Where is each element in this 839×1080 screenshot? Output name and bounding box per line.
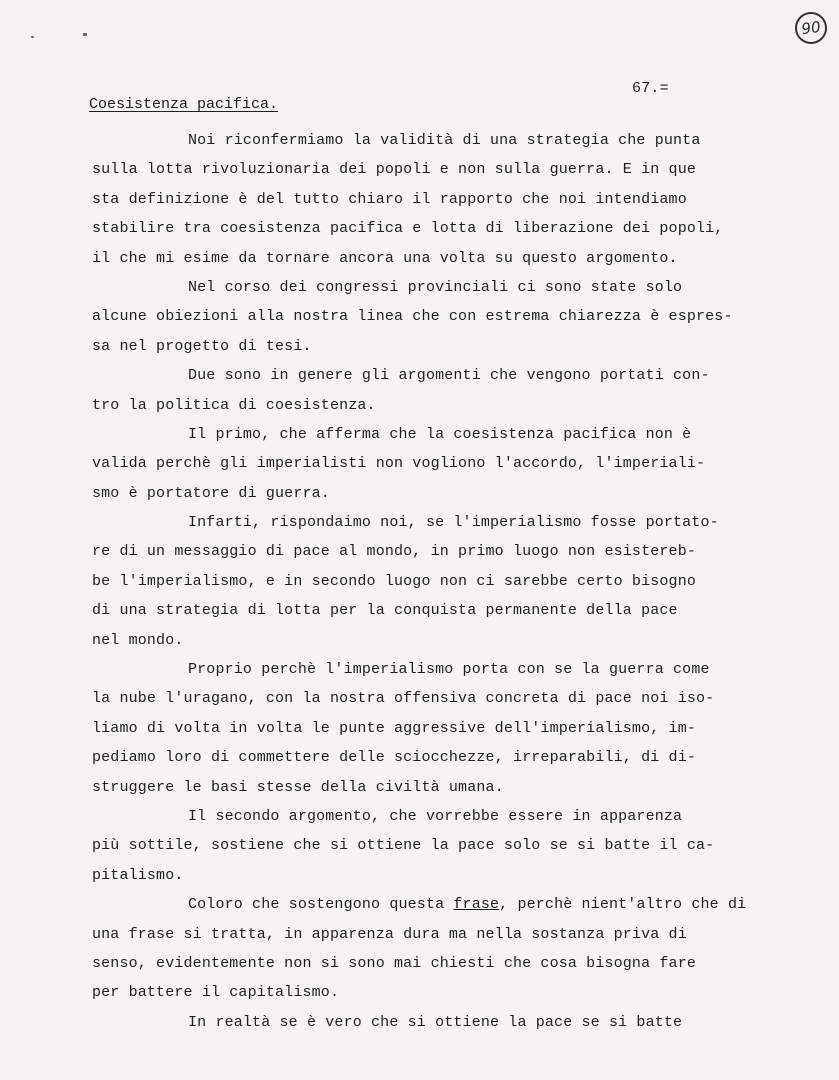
text-line: per battere il capitalismo.: [92, 984, 340, 1002]
text-line: smo è portatore di guerra.: [92, 484, 330, 502]
circled-page-number-text: 90: [800, 17, 822, 39]
scan-speck-left: [31, 36, 34, 38]
text-line: pediamo loro di commettere delle sciocchezze, irreparabili, di di-: [92, 749, 696, 767]
text-line: Noi riconfermiamo la validità di una strategia che punta: [188, 132, 701, 149]
text-line: valida perchè gli imperialisti non vogliono l'accordo, l'imperiali-: [92, 455, 706, 473]
body-text: [92, 126, 792, 1037]
text-line: sta definizione è del tutto chiaro il rapporto che noi intendiamo: [92, 190, 687, 208]
section-title: Coesistenza pacifica.: [89, 96, 279, 113]
text-line: stabilire tra coesistenza pacifica e lotta di liberazione dei popoli,: [92, 220, 724, 238]
text-line: pitalismo.: [92, 866, 184, 884]
text-line: più sottile, sostiene che si ottiene la pace solo se si batte il ca-: [92, 837, 715, 855]
text-line: tro la politica di coesistenza.: [92, 396, 376, 414]
text-line: Nel corso dei congressi provinciali ci sono state solo: [188, 278, 683, 296]
text-line: [92, 890, 792, 919]
text-line: di una strategia di lotta per la conquista permanente della pace: [92, 602, 678, 620]
text-line: il che mi esime da tornare ancora una volta su questo argomento.: [92, 249, 678, 267]
text-line: senso, evidentemente non si sono mai chiesti che cosa bisogna fare: [92, 954, 696, 972]
text-line: Infarti, rispondaimo noi, se l'imperialismo fosse portato-: [188, 514, 719, 532]
text-line: Il primo, che afferma che la coesistenza pacifica non è: [188, 425, 692, 443]
text-line: be l'imperialismo, e in secondo luogo non ci sarebbe certo bisogno: [92, 572, 696, 590]
text-line: sulla lotta rivoluzionaria dei popoli e non sulla guerra. E in que: [92, 161, 696, 179]
text-line: Il secondo argomento, che vorrebbe essere in apparenza: [188, 807, 683, 825]
text-line: nel mondo.: [92, 631, 184, 649]
text-line: liamo di volta in volta le punte aggressive dell'imperialismo, im-: [92, 719, 696, 737]
text-line: una frase si tratta, in apparenza dura ma nella sostanza priva di: [92, 925, 687, 943]
circled-page-number: [793, 10, 829, 46]
text-segment: , perchè nient'altro che di: [499, 896, 747, 914]
text-line: In realtà se è vero che si ottiene la pace se si batte: [188, 1013, 683, 1031]
scan-speck-right: [83, 33, 87, 36]
text-line: struggere le basi stesse della civiltà umana.: [92, 778, 504, 796]
text-segment: Coloro che sostengono questa: [188, 896, 454, 914]
text-line: re di un messaggio di pace al mondo, in primo luogo non esistereb-: [92, 543, 696, 561]
text-line: Proprio perchè l'imperialismo porta con se la guerra come: [188, 661, 710, 679]
folio-number: 67.=: [632, 80, 669, 97]
text-line: sa nel progetto di tesi.: [92, 337, 312, 355]
text-line: Due sono in genere gli argomenti che vengono portati con-: [188, 367, 710, 385]
text-line: alcune obiezioni alla nostra linea che con estrema chiarezza è espres-: [92, 308, 733, 326]
text-line: la nube l'uragano, con la nostra offensiva concreta di pace noi iso-: [92, 690, 715, 708]
underlined-word: frase: [453, 896, 500, 914]
